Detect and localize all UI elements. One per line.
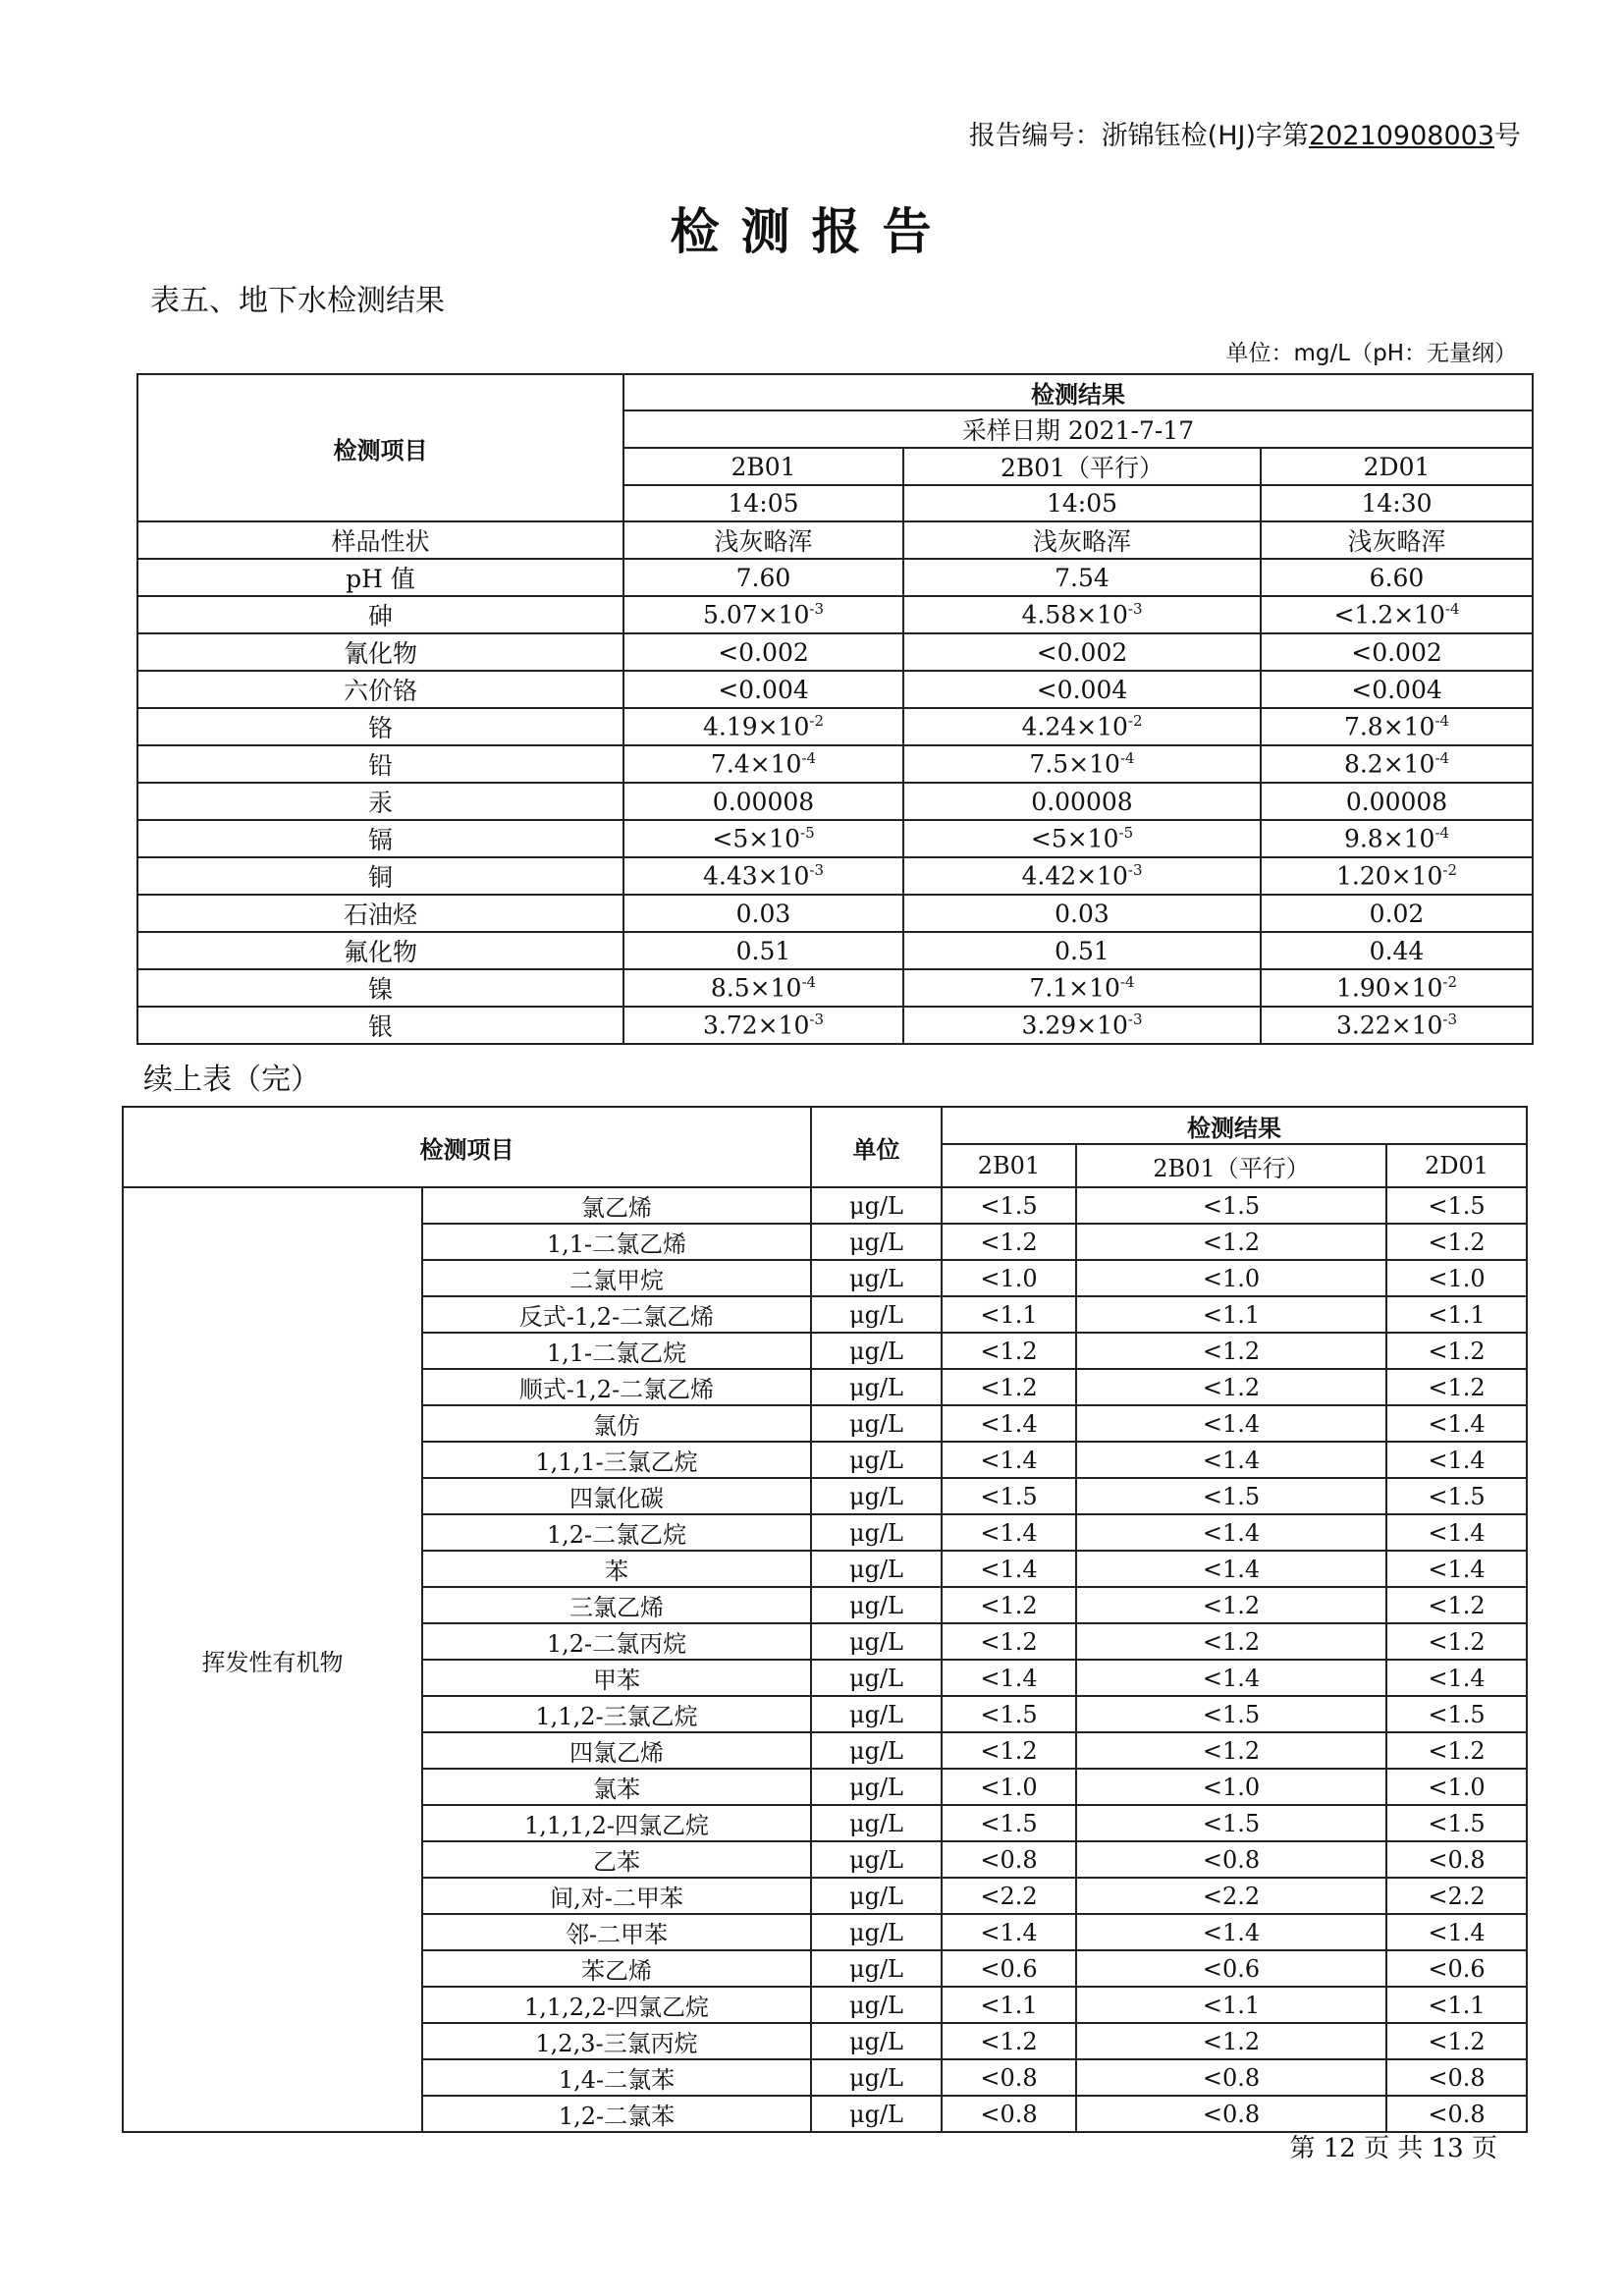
col-header-unit: 单位 <box>811 1107 942 1187</box>
item-name: 氯苯 <box>422 1769 811 1805</box>
result-value: 6.60 <box>1261 559 1533 596</box>
result-value: <0.8 <box>1076 2059 1386 2096</box>
item-name: 砷 <box>137 596 623 633</box>
result-value <box>903 969 1261 1007</box>
result-value <box>1261 596 1533 633</box>
result-value: <1.2 <box>1386 1623 1527 1660</box>
value-exponent: -3 <box>1127 861 1143 880</box>
result-value: <1.4 <box>942 1442 1076 1478</box>
result-value: <1.1 <box>1386 1296 1527 1333</box>
result-value: <1.2 <box>942 1333 1076 1369</box>
table-row <box>137 745 1533 783</box>
item-name: 甲苯 <box>422 1660 811 1696</box>
result-value: <1.2 <box>942 1587 1076 1623</box>
value-mantissa: 7.1×10 <box>1029 973 1120 1003</box>
result-value: <1.2 <box>1386 1224 1527 1260</box>
result-value: <1.4 <box>942 1914 1076 1950</box>
result-value: <1.2 <box>1386 2023 1527 2059</box>
item-name: 镉 <box>137 820 623 857</box>
table5-title: 表五、地下水检测结果 <box>150 284 445 318</box>
result-value: <1.5 <box>942 1805 1076 1841</box>
result-value: <1.2 <box>1076 1369 1386 1405</box>
unit: μg/L <box>811 1442 942 1478</box>
value-exponent: -3 <box>809 861 825 880</box>
document-title: 检测报告 <box>670 203 953 260</box>
result-value: <1.4 <box>942 1514 1076 1551</box>
table-row <box>137 521 1533 559</box>
result-value: <1.5 <box>1386 1478 1527 1514</box>
value-exponent: -4 <box>801 973 817 992</box>
result-value: <1.1 <box>942 1987 1076 2023</box>
result-value: <1.2 <box>1386 1587 1527 1623</box>
value-exponent: -4 <box>1434 824 1450 843</box>
unit: μg/L <box>811 1405 942 1442</box>
result-value: <1.5 <box>942 1478 1076 1514</box>
result-value: 0.51 <box>623 932 903 969</box>
result-value: <0.8 <box>942 2096 1076 2132</box>
result-value <box>903 857 1261 895</box>
value-mantissa: <1.2×10 <box>1333 600 1445 629</box>
result-value: <0.002 <box>1261 633 1533 671</box>
unit: μg/L <box>811 1478 942 1514</box>
point-name: 2B01（平行） <box>1076 1144 1386 1187</box>
result-value: <0.8 <box>1076 1841 1386 1878</box>
result-value <box>1261 820 1533 857</box>
result-value <box>1261 1007 1533 1044</box>
point-name: 2B01 <box>623 448 903 485</box>
item-name: 1,1,1,2-四氯乙烷 <box>422 1805 811 1841</box>
result-value: 0.00008 <box>903 783 1261 820</box>
result-value: 0.51 <box>903 932 1261 969</box>
table-row <box>137 857 1533 895</box>
table-row <box>137 969 1533 1007</box>
item-name: 汞 <box>137 783 623 820</box>
item-name: 铅 <box>137 745 623 783</box>
voc-results-table <box>122 1106 1528 2133</box>
value-exponent: -4 <box>1434 749 1450 768</box>
col-header-item: 检测项目 <box>137 374 623 521</box>
result-value: <1.4 <box>1076 1914 1386 1950</box>
result-value: <1.4 <box>1076 1660 1386 1696</box>
result-value <box>1261 708 1533 745</box>
result-value: <2.2 <box>1386 1878 1527 1914</box>
value-exponent: -5 <box>1118 824 1134 843</box>
result-value: <1.2 <box>1076 1732 1386 1769</box>
result-value <box>623 857 903 895</box>
item-name: 石油烃 <box>137 895 623 932</box>
result-value <box>623 708 903 745</box>
value-exponent: -4 <box>1444 600 1460 619</box>
result-value: <1.2 <box>942 2023 1076 2059</box>
item-name: 1,4-二氯苯 <box>422 2059 811 2096</box>
table-row <box>137 708 1533 745</box>
result-value: <1.5 <box>942 1187 1076 1224</box>
item-name: 样品性状 <box>137 521 623 559</box>
item-name: 苯乙烯 <box>422 1950 811 1987</box>
result-value: 0.00008 <box>623 783 903 820</box>
result-value: <1.4 <box>942 1551 1076 1587</box>
result-value: 0.00008 <box>1261 783 1533 820</box>
result-value: <1.2 <box>1076 1224 1386 1260</box>
table-row <box>137 559 1533 596</box>
item-name: 1,1-二氯乙烷 <box>422 1333 811 1369</box>
result-value: 7.54 <box>903 559 1261 596</box>
result-value: <1.2 <box>942 1369 1076 1405</box>
table-row <box>137 932 1533 969</box>
unit: μg/L <box>811 1914 942 1950</box>
result-value <box>1261 969 1533 1007</box>
result-value: <1.0 <box>942 1769 1076 1805</box>
point-name: 2B01（平行） <box>903 448 1261 485</box>
point-name: 2B01 <box>942 1144 1076 1187</box>
unit: μg/L <box>811 1514 942 1551</box>
result-value <box>903 596 1261 633</box>
report-number: 20210908003 <box>1309 121 1494 151</box>
item-name: 1,1,2-三氯乙烷 <box>422 1696 811 1732</box>
item-name: 1,2-二氯苯 <box>422 2096 811 2132</box>
result-value: <1.2 <box>1076 1587 1386 1623</box>
result-value: <0.8 <box>1386 1841 1527 1878</box>
result-value: <1.0 <box>1386 1260 1527 1296</box>
item-name: 银 <box>137 1007 623 1044</box>
unit: μg/L <box>811 1551 942 1587</box>
result-value <box>903 745 1261 783</box>
value-mantissa: 1.20×10 <box>1335 861 1443 891</box>
result-value: <1.4 <box>1076 1442 1386 1478</box>
item-name: 反式-1,2-二氯乙烯 <box>422 1296 811 1333</box>
result-value: <1.4 <box>1076 1514 1386 1551</box>
result-value: <0.002 <box>903 633 1261 671</box>
result-value: <1.4 <box>1386 1405 1527 1442</box>
unit-note: 单位：mg/L（pH：无量纲） <box>1225 341 1517 366</box>
result-value: <0.6 <box>1076 1950 1386 1987</box>
value-exponent: -4 <box>1119 749 1135 768</box>
result-value: <1.4 <box>942 1405 1076 1442</box>
result-value: <1.4 <box>1386 1442 1527 1478</box>
unit: μg/L <box>811 1296 942 1333</box>
result-value <box>903 708 1261 745</box>
value-exponent: -2 <box>1442 861 1458 880</box>
item-name: 邻-二甲苯 <box>422 1914 811 1950</box>
unit: μg/L <box>811 1696 942 1732</box>
unit: μg/L <box>811 1841 942 1878</box>
result-value: <1.2 <box>942 1732 1076 1769</box>
result-value: <1.1 <box>1076 1987 1386 2023</box>
result-value: <1.5 <box>1386 1696 1527 1732</box>
item-name: 顺式-1,2-二氯乙烯 <box>422 1369 811 1405</box>
result-value: <2.2 <box>1076 1878 1386 1914</box>
result-value: 浅灰略浑 <box>1261 521 1533 559</box>
result-value: <0.004 <box>1261 671 1533 708</box>
item-name: 四氯乙烯 <box>422 1732 811 1769</box>
value-mantissa: 8.2×10 <box>1343 749 1435 779</box>
unit: μg/L <box>811 1369 942 1405</box>
result-value <box>623 1007 903 1044</box>
unit: μg/L <box>811 2059 942 2096</box>
value-exponent: -4 <box>1119 973 1135 992</box>
groundwater-results-table <box>136 373 1534 1045</box>
item-name: 氯仿 <box>422 1405 811 1442</box>
item-name: pH 值 <box>137 559 623 596</box>
unit: μg/L <box>811 1224 942 1260</box>
result-value: <0.6 <box>1386 1950 1527 1987</box>
result-value: <1.2 <box>1386 1369 1527 1405</box>
item-name: 1,1,2,2-四氯乙烷 <box>422 1987 811 2023</box>
item-name: 1,2-二氯丙烷 <box>422 1623 811 1660</box>
item-name: 1,1,1-三氯乙烷 <box>422 1442 811 1478</box>
result-value: 0.03 <box>903 895 1261 932</box>
value-exponent: -4 <box>801 749 817 768</box>
continued-table-title: 续上表（完） <box>143 1063 320 1097</box>
result-value: <1.5 <box>1076 1696 1386 1732</box>
table-row <box>137 895 1533 932</box>
unit: μg/L <box>811 2096 942 2132</box>
value-mantissa: 1.90×10 <box>1335 973 1443 1003</box>
result-value: <1.2 <box>942 1224 1076 1260</box>
value-mantissa: 3.72×10 <box>702 1011 810 1040</box>
result-value: 浅灰略浑 <box>903 521 1261 559</box>
unit: μg/L <box>811 1878 942 1914</box>
result-value <box>623 820 903 857</box>
value-exponent: -3 <box>1127 1011 1143 1029</box>
value-exponent: -3 <box>809 600 825 619</box>
result-value <box>903 1007 1261 1044</box>
table-row <box>137 1007 1533 1044</box>
col-header-result: 检测结果 <box>623 374 1533 410</box>
table-row <box>137 633 1533 671</box>
item-name: 苯 <box>422 1551 811 1587</box>
unit: μg/L <box>811 1260 942 1296</box>
value-exponent: -4 <box>1434 712 1450 731</box>
unit: μg/L <box>811 1623 942 1660</box>
value-mantissa: 5.07×10 <box>702 600 810 629</box>
item-name: 六价铬 <box>137 671 623 708</box>
unit: μg/L <box>811 1732 942 1769</box>
result-value: <1.1 <box>1386 1987 1527 2023</box>
value-mantissa: 4.19×10 <box>702 712 810 741</box>
result-value: 0.03 <box>623 895 903 932</box>
item-name: 铜 <box>137 857 623 895</box>
value-exponent: -2 <box>1127 712 1143 731</box>
unit: μg/L <box>811 2023 942 2059</box>
unit: μg/L <box>811 1660 942 1696</box>
table-row <box>123 1187 1527 1224</box>
result-value: <1.2 <box>1386 1732 1527 1769</box>
item-name: 1,2-二氯乙烷 <box>422 1514 811 1551</box>
result-value: 0.02 <box>1261 895 1533 932</box>
group-label: 挥发性有机物 <box>123 1187 422 2132</box>
item-name: 间,对-二甲苯 <box>422 1878 811 1914</box>
item-name: 氯乙烯 <box>422 1187 811 1224</box>
unit: μg/L <box>811 1187 942 1224</box>
page-number: 第 12 页 共 13 页 <box>1289 2134 1497 2163</box>
value-mantissa: 8.5×10 <box>710 973 802 1003</box>
value-exponent: -3 <box>1127 600 1143 619</box>
report-number-line <box>969 114 1521 152</box>
result-value: <1.5 <box>1076 1187 1386 1224</box>
result-value: <1.2 <box>1386 1333 1527 1369</box>
result-value: <1.0 <box>1076 1769 1386 1805</box>
report-number-suffix: 号 <box>1494 121 1521 151</box>
point-time: 14:30 <box>1261 485 1533 521</box>
result-value: <1.4 <box>1386 1551 1527 1587</box>
unit: μg/L <box>811 1769 942 1805</box>
result-value: <1.4 <box>1386 1514 1527 1551</box>
item-name: 氟化物 <box>137 932 623 969</box>
value-mantissa: 7.8×10 <box>1343 712 1435 741</box>
value-mantissa: 4.43×10 <box>702 861 810 891</box>
report-number-prefix: 报告编号：浙锦钰检(HJ)字第 <box>968 121 1310 151</box>
result-value <box>623 969 903 1007</box>
value-mantissa: 7.4×10 <box>710 749 802 779</box>
value-mantissa: 3.22×10 <box>1335 1011 1443 1040</box>
unit: μg/L <box>811 1587 942 1623</box>
unit: μg/L <box>811 1333 942 1369</box>
result-value: <1.2 <box>1076 1333 1386 1369</box>
result-value <box>903 820 1261 857</box>
result-value: <1.0 <box>1076 1260 1386 1296</box>
item-name: 四氯化碳 <box>422 1478 811 1514</box>
value-mantissa: 3.29×10 <box>1021 1011 1128 1040</box>
item-name: 乙苯 <box>422 1841 811 1878</box>
value-mantissa: <5×10 <box>712 824 800 853</box>
point-name: 2D01 <box>1386 1144 1527 1187</box>
point-name: 2D01 <box>1261 448 1533 485</box>
result-value: <0.002 <box>623 633 903 671</box>
unit: μg/L <box>811 1987 942 2023</box>
result-value: <0.8 <box>1076 2096 1386 2132</box>
result-value: <1.2 <box>1076 1623 1386 1660</box>
result-value <box>1261 857 1533 895</box>
value-mantissa: <5×10 <box>1030 824 1119 853</box>
point-time: 14:05 <box>903 485 1261 521</box>
table-row <box>137 820 1533 857</box>
result-value: <0.8 <box>942 1841 1076 1878</box>
result-value: <0.6 <box>942 1950 1076 1987</box>
result-value <box>623 745 903 783</box>
value-exponent: -3 <box>1442 1011 1458 1029</box>
value-mantissa: 7.5×10 <box>1029 749 1120 779</box>
result-value: 浅灰略浑 <box>623 521 903 559</box>
item-name: 三氯乙烯 <box>422 1587 811 1623</box>
col-header-item: 检测项目 <box>123 1107 811 1187</box>
result-value: <1.1 <box>942 1296 1076 1333</box>
result-value: <1.5 <box>942 1696 1076 1732</box>
result-value: <0.8 <box>1386 2096 1527 2132</box>
value-mantissa: 4.58×10 <box>1021 600 1128 629</box>
item-name: 二氯甲烷 <box>422 1260 811 1296</box>
result-value: <2.2 <box>942 1878 1076 1914</box>
result-value: <1.2 <box>1076 2023 1386 2059</box>
result-value: 7.60 <box>623 559 903 596</box>
item-name: 1,1-二氯乙烯 <box>422 1224 811 1260</box>
item-name: 氰化物 <box>137 633 623 671</box>
sampling-date: 采样日期 2021-7-17 <box>623 410 1533 448</box>
result-value: <0.004 <box>903 671 1261 708</box>
value-mantissa: 9.8×10 <box>1343 824 1435 853</box>
result-value: 0.44 <box>1261 932 1533 969</box>
result-value: <1.5 <box>1076 1805 1386 1841</box>
result-value: <0.004 <box>623 671 903 708</box>
unit: μg/L <box>811 1950 942 1987</box>
col-header-result: 检测结果 <box>942 1107 1527 1144</box>
point-time: 14:05 <box>623 485 903 521</box>
result-value: <1.4 <box>1386 1660 1527 1696</box>
item-name: 1,2,3-三氯丙烷 <box>422 2023 811 2059</box>
result-value: <1.4 <box>1076 1551 1386 1587</box>
result-value: <1.4 <box>1076 1405 1386 1442</box>
result-value: <1.5 <box>1386 1805 1527 1841</box>
item-name: 铬 <box>137 708 623 745</box>
table-row <box>137 671 1533 708</box>
result-value: <1.4 <box>1386 1914 1527 1950</box>
result-value: <1.1 <box>1076 1296 1386 1333</box>
result-value: <0.8 <box>1386 2059 1527 2096</box>
result-value <box>1261 745 1533 783</box>
item-name: 镍 <box>137 969 623 1007</box>
result-value <box>623 596 903 633</box>
value-exponent: -5 <box>800 824 815 843</box>
value-exponent: -2 <box>1442 973 1458 992</box>
value-mantissa: 4.42×10 <box>1021 861 1128 891</box>
result-value: <1.5 <box>1386 1187 1527 1224</box>
unit: μg/L <box>811 1805 942 1841</box>
result-value: <1.2 <box>942 1623 1076 1660</box>
result-value: <1.0 <box>942 1260 1076 1296</box>
value-mantissa: 4.24×10 <box>1021 712 1128 741</box>
value-exponent: -3 <box>809 1011 825 1029</box>
table-row <box>137 596 1533 633</box>
result-value: <1.5 <box>1076 1478 1386 1514</box>
value-exponent: -2 <box>809 712 825 731</box>
result-value: <0.8 <box>942 2059 1076 2096</box>
table-row <box>137 783 1533 820</box>
result-value: <1.0 <box>1386 1769 1527 1805</box>
result-value: <1.4 <box>942 1660 1076 1696</box>
